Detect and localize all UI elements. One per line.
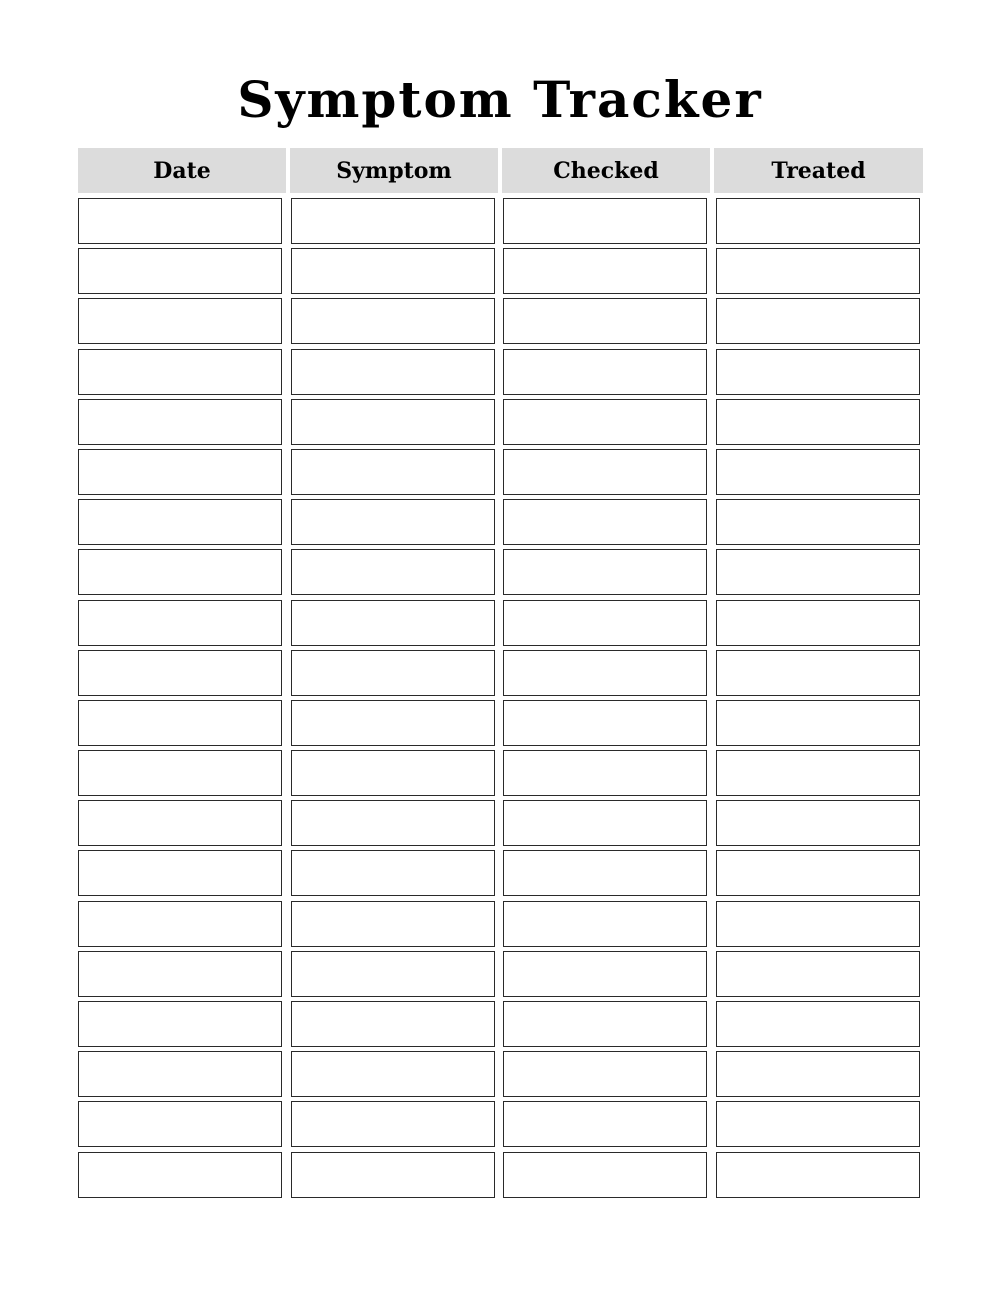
entry-cell-symptom[interactable] [291, 700, 495, 746]
entry-cell-date[interactable] [78, 1051, 282, 1097]
table-row [78, 850, 920, 896]
entry-cell-date[interactable] [78, 349, 282, 395]
entry-cell-date[interactable] [78, 399, 282, 445]
column-header-date: Date [78, 148, 286, 193]
table-row [78, 1001, 920, 1047]
entry-cell-checked[interactable] [503, 1152, 707, 1198]
table-row [78, 901, 920, 947]
entry-cell-checked[interactable] [503, 248, 707, 294]
table-row [78, 399, 920, 445]
entry-cell-checked[interactable] [503, 499, 707, 545]
entry-cell-checked[interactable] [503, 600, 707, 646]
entry-cell-symptom[interactable] [291, 198, 495, 244]
table-row [78, 750, 920, 796]
entry-cell-treated[interactable] [716, 1001, 920, 1047]
entry-cell-checked[interactable] [503, 349, 707, 395]
entry-cell-treated[interactable] [716, 800, 920, 846]
entry-cell-symptom[interactable] [291, 1051, 495, 1097]
entry-cell-treated[interactable] [716, 1051, 920, 1097]
entry-cell-checked[interactable] [503, 650, 707, 696]
entry-cell-date[interactable] [78, 600, 282, 646]
table-row [78, 700, 920, 746]
entry-cell-symptom[interactable] [291, 449, 495, 495]
entry-cell-treated[interactable] [716, 600, 920, 646]
entry-cell-date[interactable] [78, 1101, 282, 1147]
entry-cell-date[interactable] [78, 549, 282, 595]
table-row [78, 650, 920, 696]
entry-cell-treated[interactable] [716, 298, 920, 344]
entry-cell-checked[interactable] [503, 700, 707, 746]
entry-cell-checked[interactable] [503, 750, 707, 796]
entry-cell-symptom[interactable] [291, 901, 495, 947]
table-row [78, 298, 920, 344]
table-body [78, 198, 920, 1202]
table-row [78, 499, 920, 545]
entry-cell-date[interactable] [78, 901, 282, 947]
entry-cell-symptom[interactable] [291, 399, 495, 445]
entry-cell-treated[interactable] [716, 198, 920, 244]
entry-cell-treated[interactable] [716, 549, 920, 595]
entry-cell-checked[interactable] [503, 800, 707, 846]
entry-cell-symptom[interactable] [291, 549, 495, 595]
entry-cell-treated[interactable] [716, 1152, 920, 1198]
table-row [78, 198, 920, 244]
entry-cell-checked[interactable] [503, 850, 707, 896]
entry-cell-symptom[interactable] [291, 750, 495, 796]
entry-cell-symptom[interactable] [291, 600, 495, 646]
entry-cell-checked[interactable] [503, 1101, 707, 1147]
entry-cell-date[interactable] [78, 1001, 282, 1047]
entry-cell-treated[interactable] [716, 750, 920, 796]
entry-cell-symptom[interactable] [291, 850, 495, 896]
entry-cell-checked[interactable] [503, 951, 707, 997]
entry-cell-treated[interactable] [716, 1101, 920, 1147]
entry-cell-symptom[interactable] [291, 800, 495, 846]
table-row [78, 1101, 920, 1147]
entry-cell-symptom[interactable] [291, 650, 495, 696]
entry-cell-symptom[interactable] [291, 499, 495, 545]
entry-cell-checked[interactable] [503, 198, 707, 244]
entry-cell-symptom[interactable] [291, 951, 495, 997]
entry-cell-date[interactable] [78, 1152, 282, 1198]
entry-cell-treated[interactable] [716, 650, 920, 696]
entry-cell-symptom[interactable] [291, 349, 495, 395]
entry-cell-symptom[interactable] [291, 1101, 495, 1147]
entry-cell-date[interactable] [78, 850, 282, 896]
table-row [78, 349, 920, 395]
entry-cell-treated[interactable] [716, 248, 920, 294]
table-header [78, 148, 923, 193]
entry-cell-date[interactable] [78, 650, 282, 696]
entry-cell-treated[interactable] [716, 951, 920, 997]
table-row [78, 600, 920, 646]
entry-cell-symptom[interactable] [291, 248, 495, 294]
entry-cell-checked[interactable] [503, 399, 707, 445]
entry-cell-date[interactable] [78, 198, 282, 244]
table-row [78, 951, 920, 997]
table-row [78, 248, 920, 294]
entry-cell-checked[interactable] [503, 901, 707, 947]
table-row [78, 800, 920, 846]
entry-cell-checked[interactable] [503, 549, 707, 595]
entry-cell-date[interactable] [78, 499, 282, 545]
table-row [78, 1152, 920, 1198]
entry-cell-treated[interactable] [716, 399, 920, 445]
entry-cell-checked[interactable] [503, 298, 707, 344]
entry-cell-date[interactable] [78, 800, 282, 846]
entry-cell-treated[interactable] [716, 901, 920, 947]
entry-cell-treated[interactable] [716, 449, 920, 495]
entry-cell-symptom[interactable] [291, 1001, 495, 1047]
column-header-checked: Checked [502, 148, 710, 193]
entry-cell-date[interactable] [78, 951, 282, 997]
entry-cell-date[interactable] [78, 248, 282, 294]
entry-cell-treated[interactable] [716, 700, 920, 746]
table-row [78, 449, 920, 495]
entry-cell-date[interactable] [78, 298, 282, 344]
entry-cell-symptom[interactable] [291, 298, 495, 344]
page-title: Symptom Tracker [237, 70, 763, 129]
entry-cell-checked[interactable] [503, 1051, 707, 1097]
column-header-treated: Treated [714, 148, 923, 193]
column-header-symptom: Symptom [290, 148, 498, 193]
entry-cell-checked[interactable] [503, 1001, 707, 1047]
entry-cell-symptom[interactable] [291, 1152, 495, 1198]
entry-cell-treated[interactable] [716, 349, 920, 395]
entry-cell-checked[interactable] [503, 449, 707, 495]
table-row [78, 1051, 920, 1097]
entry-cell-treated[interactable] [716, 499, 920, 545]
entry-cell-treated[interactable] [716, 850, 920, 896]
entry-cell-date[interactable] [78, 700, 282, 746]
table-row [78, 549, 920, 595]
entry-cell-date[interactable] [78, 449, 282, 495]
entry-cell-date[interactable] [78, 750, 282, 796]
